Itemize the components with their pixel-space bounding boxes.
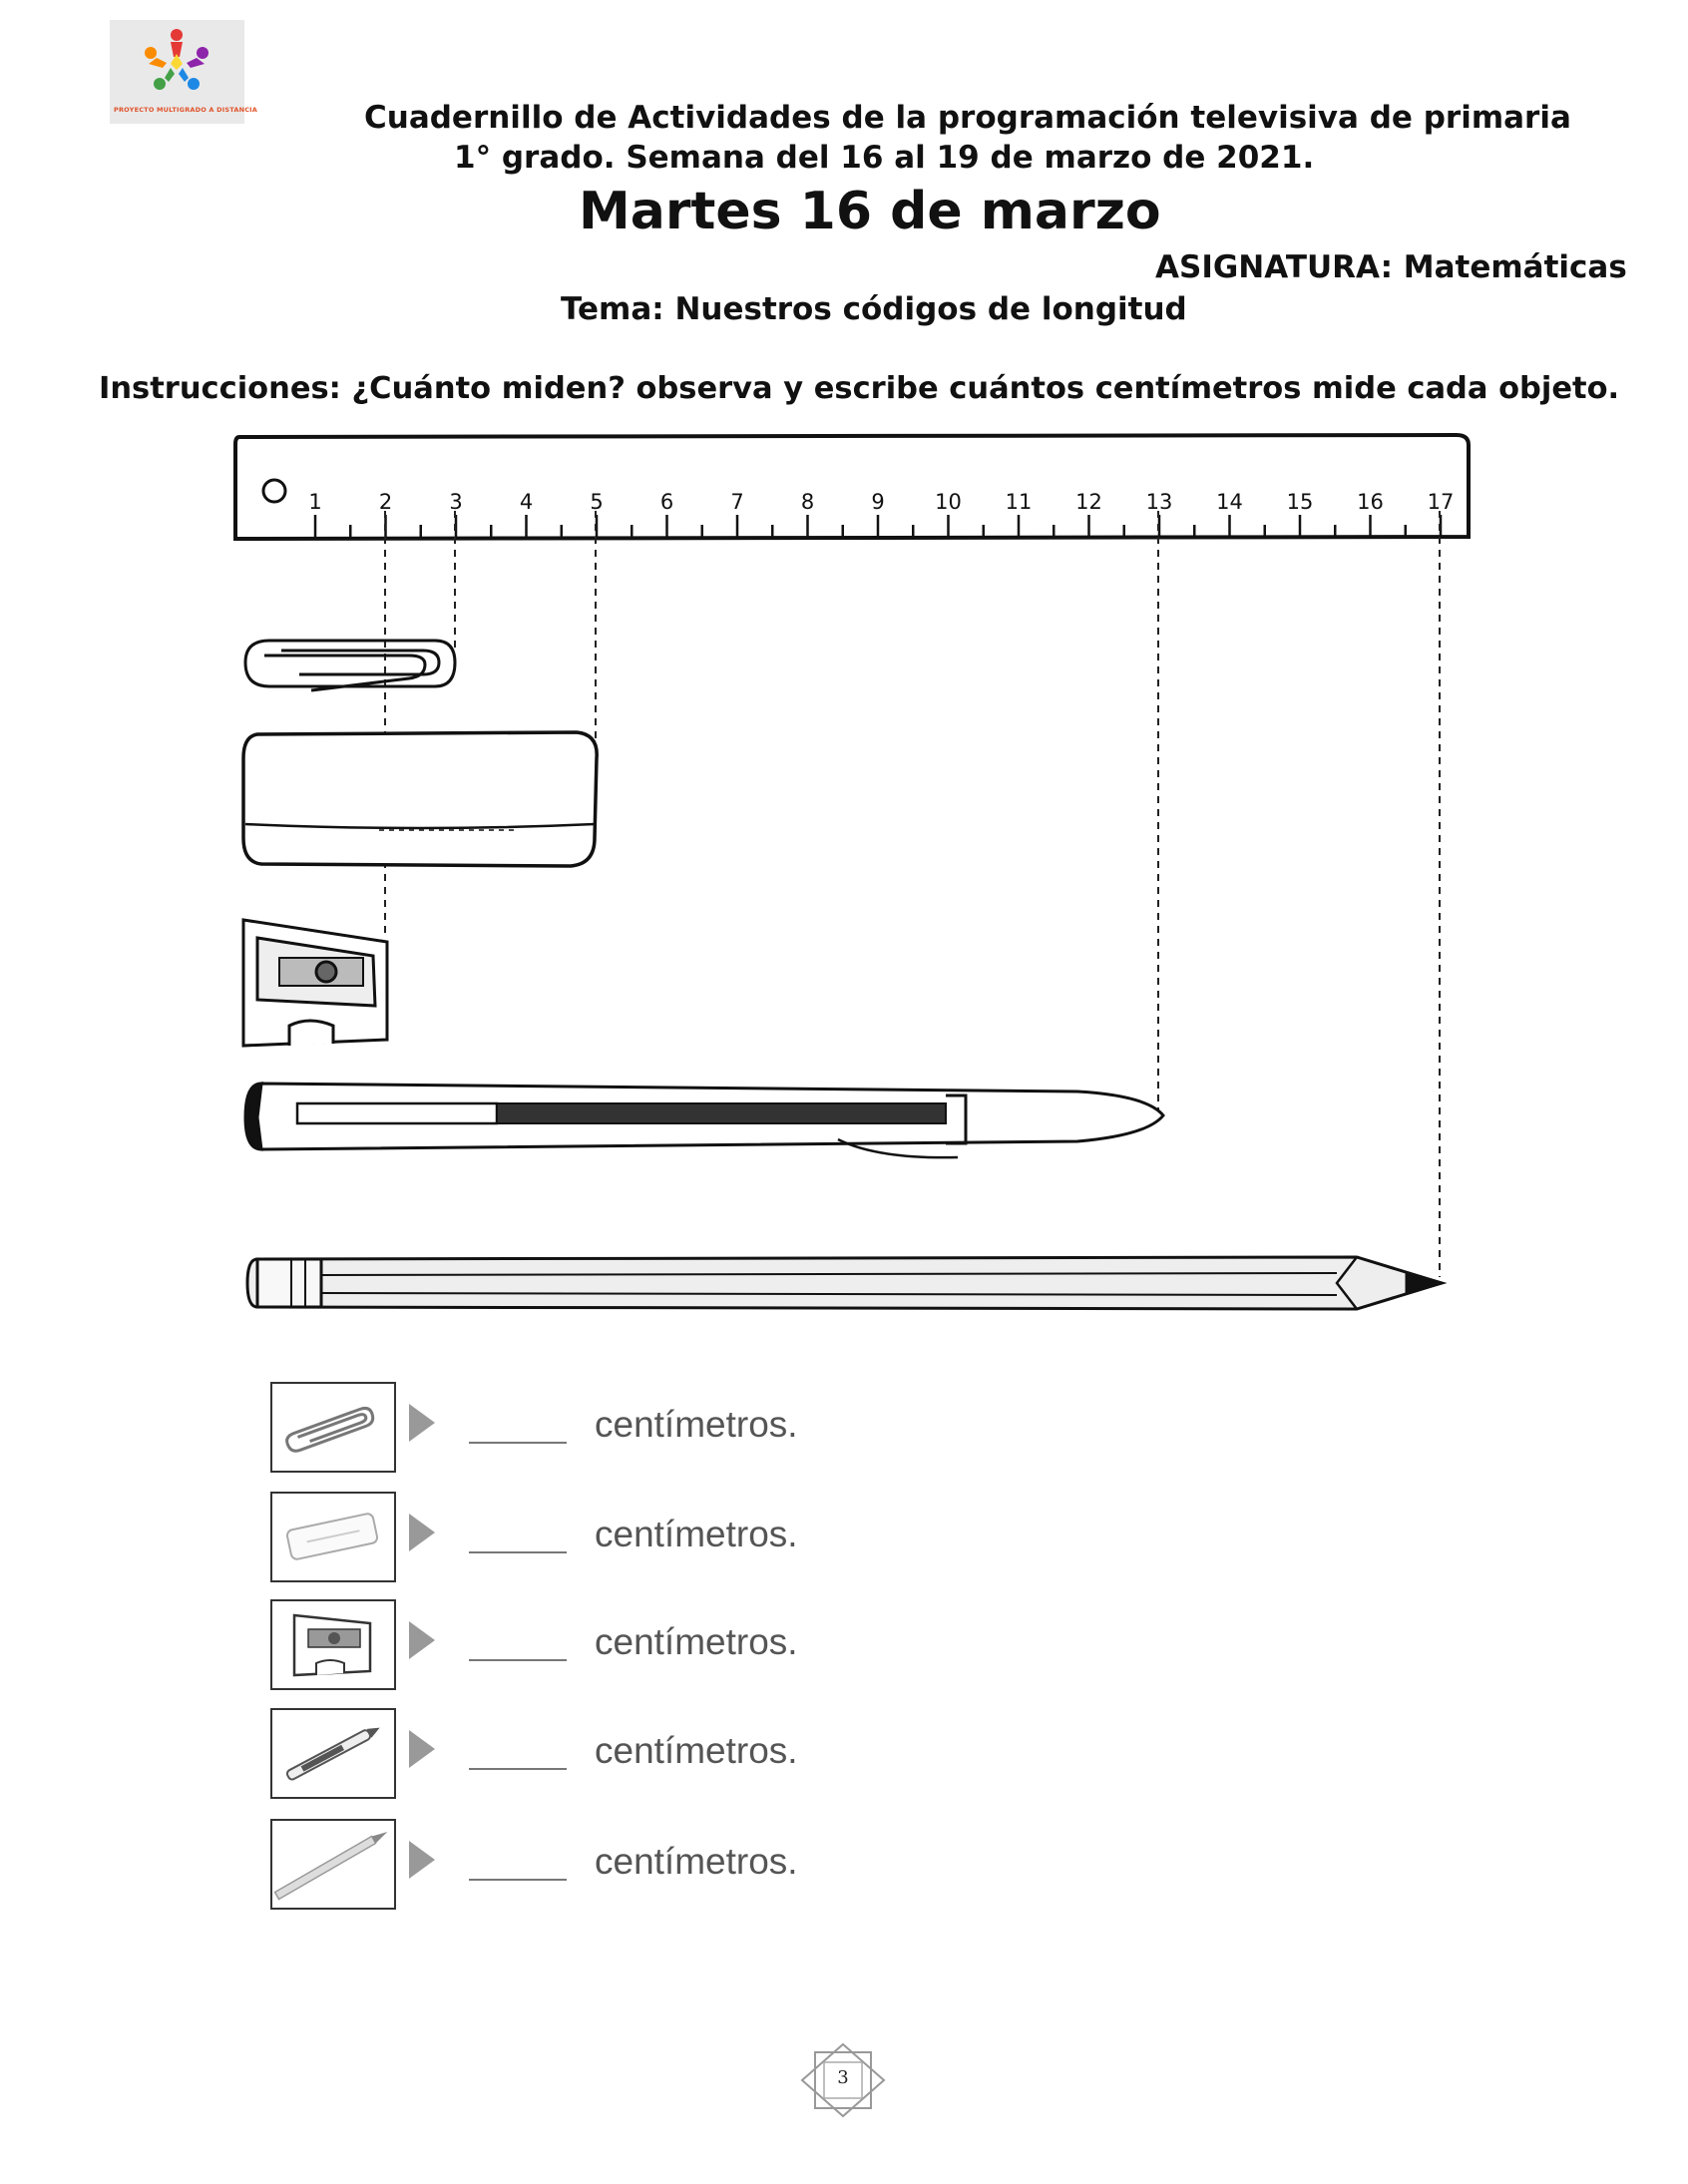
ruler-label-8: 8	[800, 490, 815, 514]
unit-label: centímetros.	[595, 1404, 798, 1445]
ruler-label-4: 4	[519, 490, 534, 514]
answer-blank[interactable]	[469, 1879, 567, 1881]
eraser-icon	[270, 1492, 396, 1582]
ruler-label-16: 16	[1357, 490, 1384, 514]
arrow-right-icon	[409, 1514, 435, 1551]
guide-lines	[385, 511, 1440, 1277]
booklet-header-line1: Cuadernillo de Actividades de la programación televisiva de primaria	[364, 100, 1571, 136]
ruler-label-12: 12	[1075, 490, 1102, 514]
ruler-label-5: 5	[590, 490, 604, 514]
ruler-label-14: 14	[1216, 490, 1243, 514]
ruler-label-11: 11	[1005, 490, 1033, 514]
answer-blank[interactable]	[469, 1659, 567, 1661]
unit-label: centímetros.	[595, 1730, 798, 1771]
ruler-label-2: 2	[378, 490, 393, 514]
pencil-icon	[270, 1819, 396, 1910]
pencil-drawing	[247, 1257, 1442, 1309]
ruler-label-3: 3	[449, 490, 463, 514]
logo-caption: PROYECTO MULTIGRADO A DISTANCIA	[114, 106, 258, 114]
sharpener-icon	[270, 1599, 396, 1690]
ruler-label-9: 9	[871, 490, 885, 514]
pen-icon	[270, 1708, 396, 1799]
sharpener-drawing	[243, 920, 387, 1046]
arrow-right-icon	[409, 1621, 435, 1659]
topic-label: Tema: Nuestros códigos de longitud	[561, 291, 1187, 327]
arrow-right-icon	[409, 1404, 435, 1442]
answer-blank[interactable]	[469, 1551, 567, 1553]
unit-label: centímetros.	[595, 1514, 798, 1554]
page-number: 3	[837, 2067, 849, 2088]
ruler-label-15: 15	[1286, 490, 1314, 514]
pen-drawing	[245, 1084, 1163, 1157]
arrow-right-icon	[409, 1841, 435, 1879]
ruler-label-13: 13	[1145, 490, 1173, 514]
eraser-drawing	[243, 732, 597, 866]
day-title: Martes 16 de marzo	[579, 182, 1161, 241]
unit-label: centímetros.	[595, 1621, 798, 1662]
ruler-label-1: 1	[308, 490, 322, 514]
arrow-right-icon	[409, 1730, 435, 1768]
answer-blank[interactable]	[469, 1442, 567, 1444]
ruler-label-6: 6	[659, 490, 674, 514]
ruler-label-17: 17	[1427, 490, 1455, 514]
paperclip-drawing	[245, 641, 455, 690]
paperclip-icon	[270, 1382, 396, 1473]
subject-label: ASIGNATURA: Matemáticas	[1155, 249, 1627, 285]
answer-blank[interactable]	[469, 1768, 567, 1770]
ruler-label-7: 7	[730, 490, 744, 514]
unit-label: centímetros.	[595, 1841, 798, 1882]
ruler	[235, 435, 1469, 539]
ruler-label-10: 10	[935, 490, 962, 514]
booklet-header-line2: 1° grado. Semana del 16 al 19 de marzo de 2021.	[454, 140, 1315, 176]
instructions: Instrucciones: ¿Cuánto miden? observa y escribe cuántos centímetros mide cada objeto.	[99, 371, 1620, 406]
